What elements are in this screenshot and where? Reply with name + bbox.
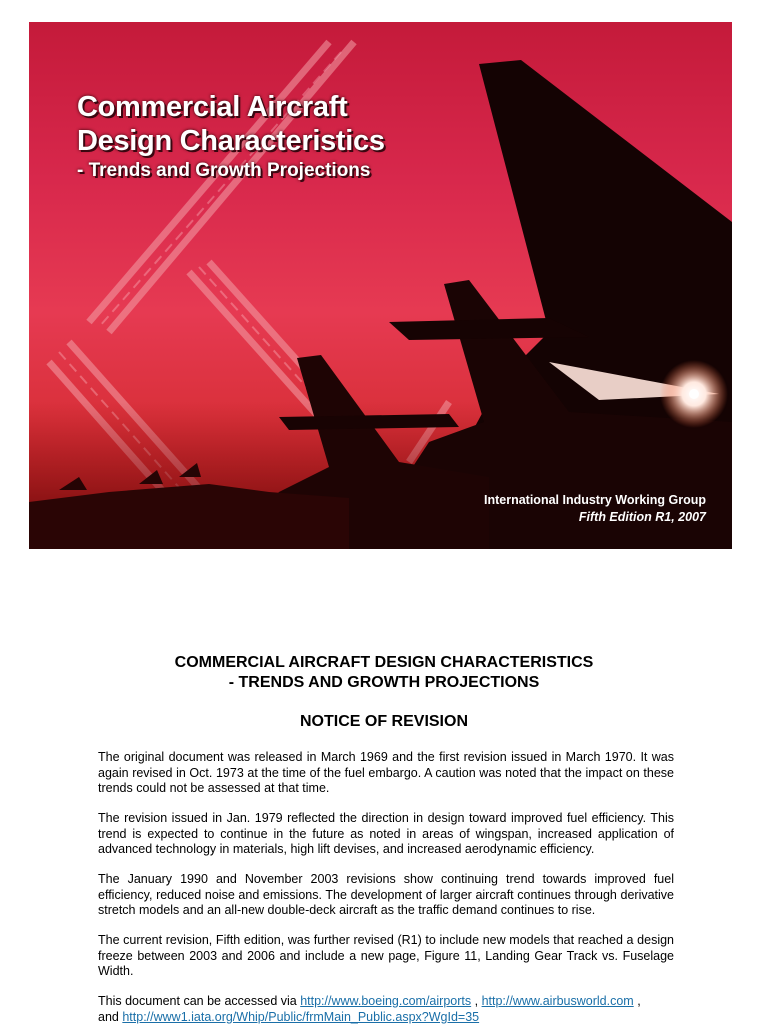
cover-subtitle: - Trends and Growth Projections bbox=[77, 160, 371, 181]
cover-image bbox=[29, 22, 732, 549]
cover-title-line1: Commercial Aircraft bbox=[77, 91, 348, 123]
access-paragraph bbox=[98, 994, 674, 1025]
document-heading-line2: - TRENDS AND GROWTH PROJECTIONS bbox=[228, 674, 540, 691]
iata-link[interactable]: http://www1.iata.org/Whip/Public/frmMain_Public.aspx?WgId=35 bbox=[122, 1009, 480, 1024]
access-and: and bbox=[98, 1009, 119, 1024]
cover-organization: International Industry Working Group bbox=[484, 493, 706, 507]
document-heading-line1: COMMERCIAL AIRCRAFT DESIGN CHARACTERISTICS bbox=[174, 654, 594, 671]
boeing-link[interactable]: http://www.boeing.com/airports bbox=[300, 994, 472, 1008]
access-separator-1: , bbox=[474, 994, 479, 1008]
cover-title-line2: Design Characteristics bbox=[77, 125, 385, 157]
paragraph-3: The January 1990 and November 2003 revisions show continuing trend towards improved fuel efficiency, reduced noise and emissions. The development of larger aircraft continues through derivative stretch models and an all-new double-deck aircraft as the traffic demand continues to rise. bbox=[98, 872, 674, 917]
document-heading bbox=[0, 653, 768, 693]
cover-edition: Fifth Edition R1, 2007 bbox=[578, 510, 706, 524]
paragraph-1: The original document was released in March 1969 and the first revision issued in March 1970. It was again revised in Oct. 1973 at the time of the fuel embargo. A caution was noted that the impact on these trends could not be assessed at that time. bbox=[98, 750, 674, 795]
paragraph-4: The current revision, Fifth edition, was further revised (R1) to include new models that reached a design freeze between 2003 and 2006 and include a new page, Figure 11, Landing Gear Track vs. Fuselage Width. bbox=[98, 933, 674, 978]
cover-title bbox=[77, 90, 385, 158]
paragraph-2: The revision issued in Jan. 1979 reflected the direction in design toward improved fuel efficiency. This trend is expected to continue in the future as noted in areas of wingspan, increased application of advanced technology in materials, high lift devises, and increased aerodynamic efficiency. bbox=[98, 811, 674, 856]
access-prefix: This document can be accessed via bbox=[98, 994, 297, 1008]
notice-title: NOTICE OF REVISION bbox=[299, 713, 468, 730]
access-separator-2: , bbox=[637, 994, 641, 1008]
cover-credit bbox=[484, 492, 706, 526]
airbus-link[interactable]: http://www.airbusworld.com bbox=[481, 994, 634, 1008]
